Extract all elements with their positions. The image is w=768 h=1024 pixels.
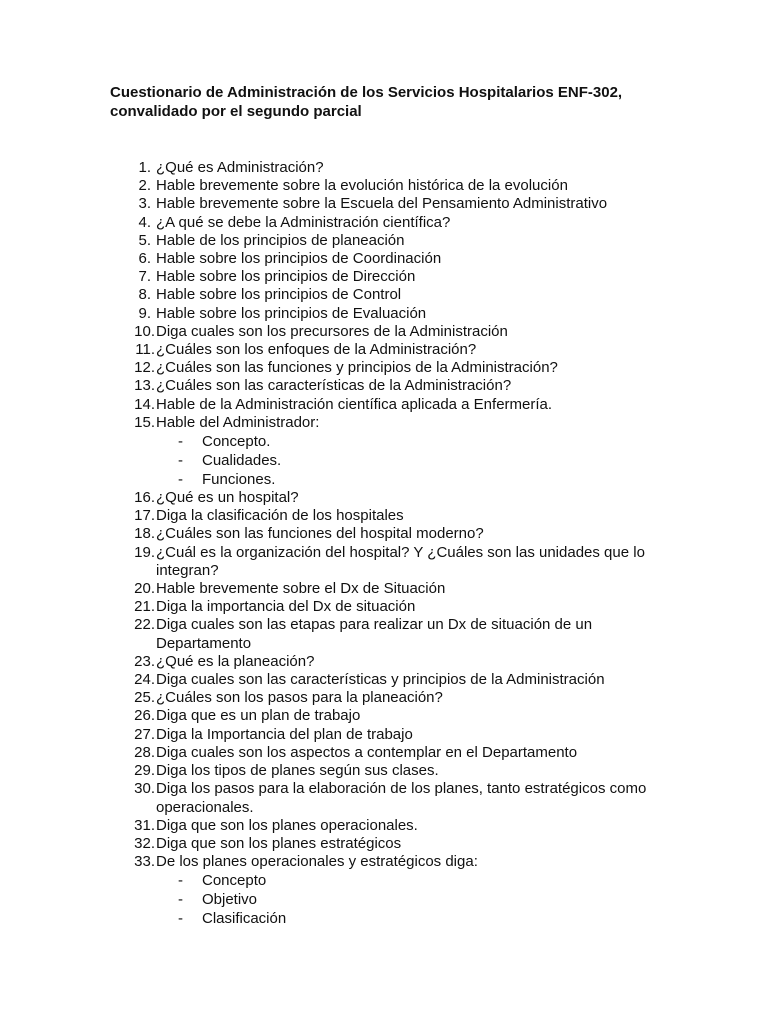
question-text: Hable sobre los principios de Dirección (156, 268, 416, 286)
question-item (0, 232, 656, 250)
question-text: Hable sobre los principios de Coordinación (156, 250, 442, 268)
question-text: ¿Cuáles son las funciones y principios de la Administración? (156, 359, 558, 377)
question-number: 16. (134, 489, 155, 507)
question-number: 11. (135, 341, 155, 359)
question-item (0, 853, 656, 928)
dash-bullet-icon: - (178, 910, 183, 928)
question-text: Diga la importancia del Dx de situación (156, 598, 416, 616)
question-item (0, 598, 656, 616)
question-number: 10. (134, 322, 155, 340)
question-item (0, 195, 656, 213)
question-number: 24. (134, 671, 155, 689)
question-item (0, 250, 656, 268)
question-item (0, 305, 656, 323)
question-text: ¿Cuáles son los pasos para la planeación? (156, 689, 443, 707)
document-title (110, 83, 710, 121)
question-item (0, 835, 656, 853)
question-item (0, 780, 656, 816)
question-number: 25. (134, 689, 155, 707)
sub-item (156, 890, 656, 909)
question-number: 1. (138, 159, 151, 176)
question-item (0, 414, 656, 489)
question-number: 6. (138, 250, 151, 268)
question-number: 5. (138, 231, 151, 249)
question-number: 8. (138, 286, 151, 304)
question-item (0, 359, 656, 377)
question-number: 4. (138, 213, 151, 231)
question-text: Hable brevemente sobre el Dx de Situación (156, 580, 446, 598)
sub-list (156, 432, 656, 489)
question-number: 20. (134, 580, 155, 598)
question-item (0, 744, 656, 762)
question-item (0, 507, 656, 525)
question-item (0, 377, 656, 395)
question-text: Diga la Importancia del plan de trabajo (156, 725, 413, 743)
question-number: 3. (138, 195, 151, 213)
question-number: 19. (134, 543, 155, 561)
question-item (0, 671, 656, 689)
dash-bullet-icon: - (178, 433, 183, 451)
question-text: Diga que son los planes estratégicos (156, 834, 402, 852)
question-number: 18. (134, 525, 155, 543)
question-number: 2. (138, 177, 151, 195)
question-item (0, 653, 656, 671)
question-text: Diga los tipos de planes según sus clases. (156, 762, 439, 780)
question-number: 29. (134, 762, 155, 780)
dash-bullet-icon: - (178, 452, 183, 470)
question-text: Diga cuales son las etapas para realizar un Dx de situación de un Departamento (156, 616, 593, 652)
question-item (0, 489, 656, 507)
title-line-1: Cuestionario de Administración de los Servicios Hospitalarios ENF-302, (110, 84, 623, 101)
question-number: 15. (134, 413, 155, 431)
sub-item-text: Cualidades. (202, 452, 282, 470)
question-number: 17. (134, 507, 155, 525)
question-text: Diga cuales son los aspectos a contemplar en el Departamento (156, 743, 578, 761)
question-item (0, 396, 656, 414)
question-number: 22. (134, 616, 155, 634)
question-number: 26. (134, 707, 155, 725)
sub-item-text: Concepto. (202, 433, 271, 451)
question-text: ¿Cuáles son los enfoques de la Administración? (156, 341, 477, 359)
sub-item-text: Clasificación (202, 910, 287, 928)
question-number: 7. (138, 268, 151, 286)
question-item (0, 689, 656, 707)
sub-list (156, 871, 656, 928)
question-text: ¿Cuáles son las funciones del hospital moderno? (156, 525, 484, 543)
question-item (0, 177, 656, 195)
sub-item (156, 871, 656, 890)
question-item (0, 726, 656, 744)
sub-item-text: Funciones. (202, 471, 276, 489)
sub-item-text: Concepto (202, 872, 267, 890)
title-line-2: convalidado por el segundo parcial (110, 103, 362, 120)
question-text: Diga que es un plan de trabajo (156, 707, 361, 725)
question-item (0, 762, 656, 780)
question-text: Hable brevemente sobre la Escuela del Pensamiento Administrativo (156, 195, 608, 213)
question-item (0, 525, 656, 543)
question-item (0, 544, 656, 580)
question-number: 32. (134, 834, 155, 852)
sub-item (156, 909, 656, 928)
question-number: 21. (134, 598, 155, 616)
question-item (0, 159, 656, 177)
question-number: 27. (134, 725, 155, 743)
question-number: 30. (134, 780, 155, 798)
question-text: ¿Cuáles son las características de la Administración? (156, 377, 512, 395)
question-item (0, 580, 656, 598)
question-number: 31. (134, 816, 155, 834)
dash-bullet-icon: - (178, 891, 183, 909)
question-number: 23. (134, 652, 155, 670)
question-item (0, 707, 656, 725)
question-item (0, 286, 656, 304)
question-list (0, 159, 768, 928)
question-text: Hable del Administrador: (156, 413, 320, 431)
question-text: ¿Qué es Administración? (156, 159, 324, 176)
question-text: ¿Qué es la planeación? (156, 652, 315, 670)
question-item (0, 616, 656, 652)
question-item (0, 214, 656, 232)
question-text: ¿A qué se debe la Administración científica? (156, 213, 451, 231)
question-text: De los planes operacionales y estratégicos diga: (156, 853, 478, 871)
sub-item-text: Objetivo (202, 891, 258, 909)
sub-item (156, 470, 656, 489)
question-number: 9. (138, 304, 151, 322)
question-item (0, 341, 656, 359)
question-item (0, 817, 656, 835)
dash-bullet-icon: - (178, 471, 183, 489)
question-item (0, 268, 656, 286)
question-number: 28. (134, 743, 155, 761)
dash-bullet-icon: - (178, 872, 183, 890)
question-text: Hable brevemente sobre la evolución histórica de la evolución (156, 177, 568, 195)
question-item (0, 323, 656, 341)
question-text: Diga cuales son las características y principios de la Administración (156, 671, 605, 689)
sub-item (156, 432, 656, 451)
question-text: Diga la clasificación de los hospitales (156, 507, 404, 525)
question-number: 33. (134, 853, 155, 871)
question-text: Hable sobre los principios de Evaluación (156, 304, 427, 322)
question-text: Diga cuales son los precursores de la Administración (156, 322, 508, 340)
question-text: Diga los pasos para la elaboración de los planes, tanto estratégicos como operacionales. (156, 780, 647, 816)
question-text: Hable de la Administración científica aplicada a Enfermería. (156, 395, 553, 413)
question-text: Diga que son los planes operacionales. (156, 816, 418, 834)
question-number: 14. (134, 395, 155, 413)
question-text: Hable sobre los principios de Control (156, 286, 402, 304)
question-text: ¿Qué es un hospital? (156, 489, 299, 507)
question-number: 12. (134, 359, 155, 377)
question-number: 13. (134, 377, 155, 395)
question-text: Hable de los principios de planeación (156, 231, 405, 249)
sub-item (156, 451, 656, 470)
question-text: ¿Cuál es la organización del hospital? Y ¿Cuáles son las unidades que lo integran? (156, 543, 645, 579)
